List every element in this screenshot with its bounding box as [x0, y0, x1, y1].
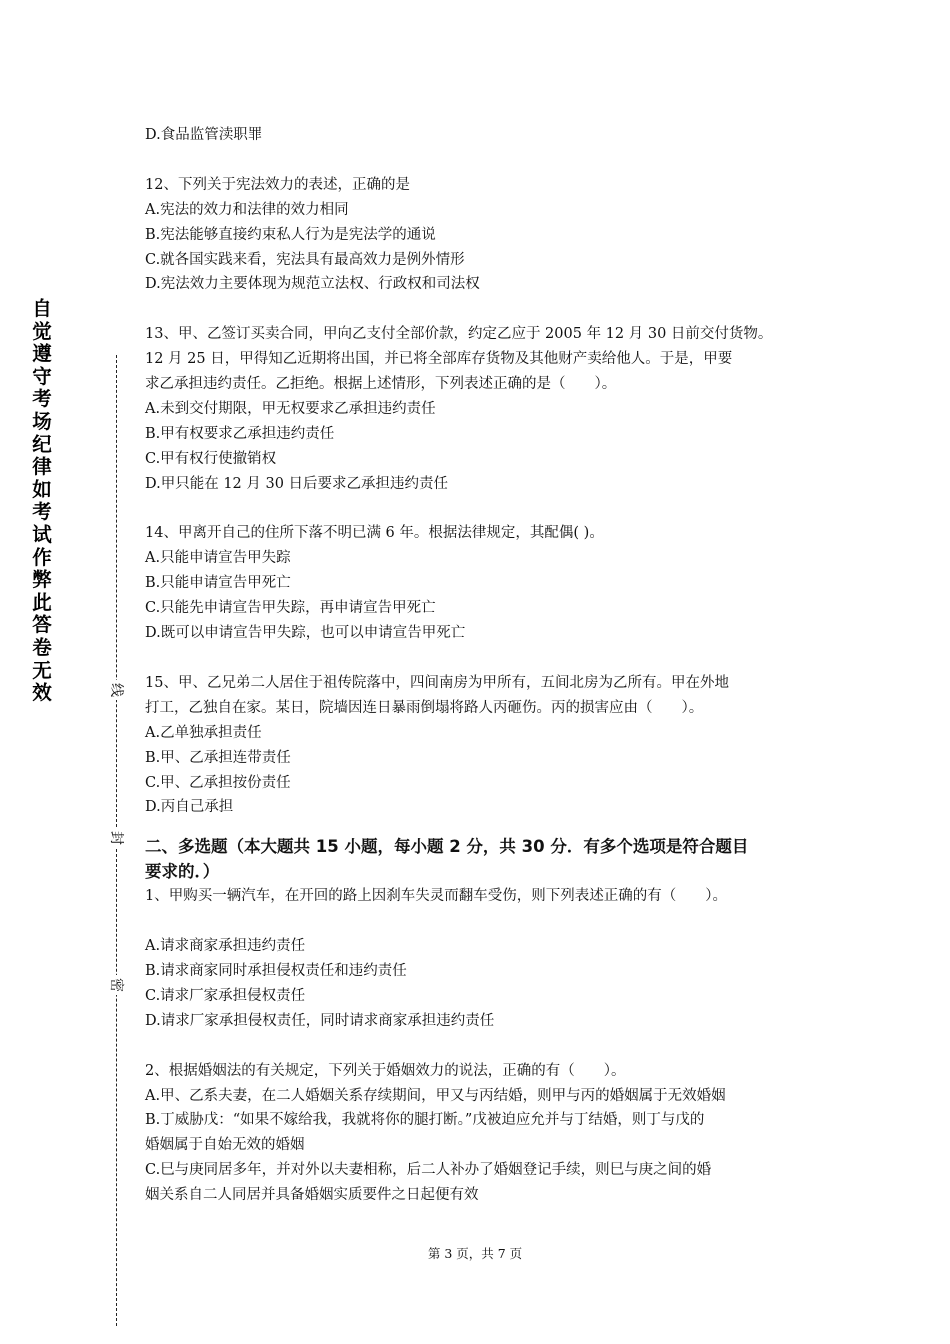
- question-stem-line: 求乙承担违约责任。乙拒绝。根据上述情形，下列表述正确的是（ ）。: [145, 376, 617, 393]
- question-stem-line: 13、甲、乙签订买卖合同，甲向乙支付全部价款，约定乙应于 2005 年 12 月 30 日前交付货物。: [145, 326, 773, 343]
- multi-question-1: [145, 884, 815, 1033]
- exam-discipline-warning: 自觉遵守考场纪律如考试作弊此答卷无效: [32, 297, 52, 705]
- question-stem: 12、下列关于宪法效力的表述，正确的是: [145, 176, 410, 193]
- option-line: A.甲、乙系夫妻，在二人婚姻关系存续期间，甲又与丙结婚，则甲与丙的婚姻属于无效婚姻: [145, 1087, 726, 1104]
- option-b: B.甲、乙承担连带责任: [145, 749, 291, 766]
- question-stem-line: 打工，乙独自在家。某日，院墙因连日暴雨倒塌将路人丙砸伤。丙的损害应由（ ）。: [145, 699, 704, 716]
- option-line: C.巳与庚同居多年，并对外以夫妻相称，后二人补办了婚姻登记手续，则巳与庚之间的婚: [145, 1162, 712, 1179]
- option-d: D.丙自己承担: [145, 799, 234, 816]
- option-c: C.甲、乙承担按份责任: [145, 774, 291, 791]
- section-title-line: 二、多选题（本大题共 15 小题，每小题 2 分，共 30 分．有多个选项是符合题目: [145, 837, 749, 857]
- option-b: B.甲有权要求乙承担违约责任: [145, 425, 335, 442]
- option-b: B.只能申请宣告甲死亡: [145, 575, 291, 592]
- option-a: A.未到交付期限，甲无权要求乙承担违约责任: [145, 400, 436, 417]
- option-line: 姻关系自二人同居并具备婚姻实质要件之日起便有效: [145, 1187, 479, 1204]
- option-d: D.请求厂家承担侵权责任，同时请求商家承担违约责任: [145, 1012, 495, 1029]
- option-a: A.宪法的效力和法律的效力相同: [145, 201, 349, 218]
- binding-mark-seal: 封: [106, 828, 126, 848]
- option-d: D.宪法效力主要体现为规范立法权、行政权和司法权: [145, 276, 480, 293]
- exam-content: [145, 123, 815, 1208]
- question-stem-line: 12 月 25 日，甲得知乙近期将出国，并已将全部库存货物及其他财产卖给他人。于是，甲要: [145, 351, 733, 368]
- question-13: [145, 322, 815, 496]
- question-stem: 14、甲离开自己的住所下落不明已满 6 年。根据法律规定，其配偶( )。: [145, 525, 604, 542]
- option-c: C.请求厂家承担侵权责任: [145, 987, 306, 1004]
- page-footer: 第 3 页，共 7 页: [427, 1246, 523, 1261]
- option-a: A.乙单独承担责任: [145, 724, 262, 741]
- section-2-title: [145, 834, 815, 884]
- question-stem: 2、根据婚姻法的有关规定，下列关于婚姻效力的说法，正确的有（ ）。: [145, 1062, 626, 1079]
- question-15: [145, 671, 815, 820]
- option-c: C.只能先申请宣告甲失踪，再申请宣告甲死亡: [145, 600, 436, 617]
- option-c: C.就各国实践来看，宪法具有最高效力是例外情形: [145, 251, 465, 268]
- q11-option-d: D.食品监管渎职罪: [145, 127, 263, 143]
- question-stem-line: 15、甲、乙兄弟二人居住于祖传院落中，四间南房为甲所有，五间北房为乙所有。甲在外地: [145, 674, 729, 691]
- question-12: [145, 173, 815, 298]
- option-c: C.甲有权行使撤销权: [145, 450, 277, 467]
- option-d: D.甲只能在 12 月 30 日后要求乙承担违约责任: [145, 475, 449, 492]
- binding-mark-line: 线: [106, 680, 126, 700]
- question-stem: 1、甲购买一辆汽车，在开回的路上因刹车失灵而翻车受伤，则下列表述正确的有（ ）。: [145, 888, 727, 905]
- option-b: B.请求商家同时承担侵权责任和违约责任: [145, 963, 407, 980]
- option-a: A.请求商家承担违约责任: [145, 938, 306, 955]
- option-b: B.宪法能够直接约束私人行为是宪法学的通说: [145, 226, 436, 243]
- option-a: A.只能申请宣告甲失踪: [145, 550, 291, 567]
- option-line: B.丁威胁戊：“如果不嫁给我，我就将你的腿打断。”戊被迫应允并与丁结婚，则丁与戊的: [145, 1112, 705, 1129]
- multi-question-2: [145, 1059, 815, 1208]
- option-line: 婚姻属于自始无效的婚姻: [145, 1137, 305, 1154]
- section-title-line: 要求的．）: [145, 862, 220, 882]
- binding-mark-close: 密: [106, 975, 126, 995]
- question-14: [145, 521, 815, 646]
- option-d: D.既可以申请宣告甲失踪，也可以申请宣告甲死亡: [145, 625, 466, 642]
